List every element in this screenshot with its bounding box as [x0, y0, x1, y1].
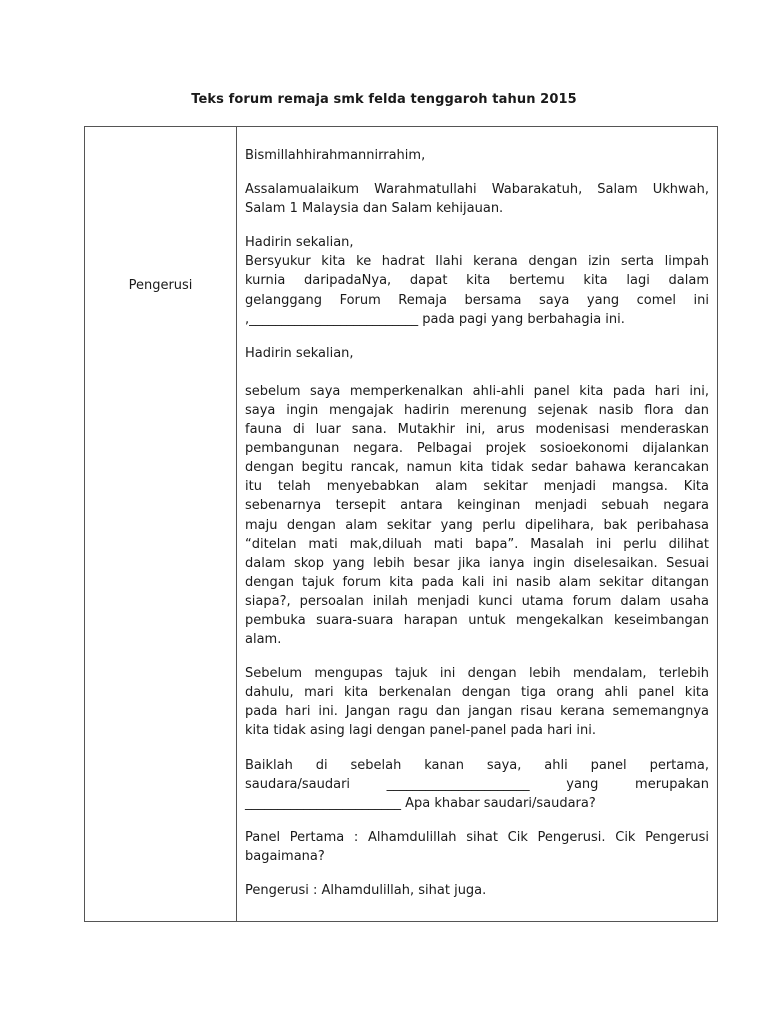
introduction-paragraph	[245, 664, 709, 740]
panel-intro-line: saudara/saudari ______________________ yang merupakan	[245, 776, 709, 792]
script-table	[84, 126, 718, 922]
intro-line: dengan tajuk forum kita pada kali ini nasib alam sekitar ditangan	[245, 574, 709, 590]
introduction-line: kita tidak asing lagi dengan panel-panel pada hari ini.	[245, 723, 596, 739]
chair-reply-paragraph: Pengerusi : Alhamdulillah, sihat juga.	[245, 883, 487, 898]
introduction-line: dahulu, mari kita berkenalan dengan tiga orang ahli panel kita	[245, 685, 709, 701]
speech-cell	[237, 127, 717, 921]
intro-line: pembuka suara-suara harapan untuk mengekalkan keseimbangan	[245, 612, 709, 628]
intro-line: “ditelan mati mak,diluah mati bapa”. Masalah ini perlu dilihat	[245, 536, 709, 552]
opening-line: Bersyukur kita ke hadrat Ilahi kerana dengan izin serta limpah	[245, 254, 709, 270]
panel-reply-paragraph	[245, 828, 709, 866]
intro-line: maju dengan alam sekitar yang perlu dipelihara, bak peribahasa	[245, 517, 709, 533]
panel-intro-line: Baiklah di sebelah kanan saya, ahli panel pertama,	[245, 757, 709, 773]
intro-line: sebenarnya tersepit antara keinginan menjadi sebuah negara	[245, 498, 709, 514]
intro-line: itu telah menyebabkan alam sekitar menjadi mangsa. Kita	[245, 479, 709, 495]
intro-line: fauna di luar sana. Mutakhir ini, arus modenisasi menderaskan	[245, 422, 709, 438]
document-title: Teks forum remaja smk felda tenggaroh tahun 2015	[191, 92, 577, 107]
intro-line: sebelum saya memperkenalkan ahli-ahli panel kita pada hari ini,	[245, 383, 709, 399]
panel-intro-paragraph	[245, 756, 709, 813]
panel-intro-line: ________________________ Apa khabar saudari/saudara?	[245, 795, 596, 811]
salam-paragraph	[245, 180, 709, 218]
opening-paragraph	[245, 233, 709, 328]
role-cell	[85, 127, 237, 921]
salam-line: Salam 1 Malaysia dan Salam kehijauan.	[245, 201, 504, 217]
opening-line: gelanggang Forum Remaja bersama saya yang comel ini	[245, 292, 709, 308]
opening-line: kurnia daripadaNya, dapat kita bertemu kita lagi dalam	[245, 273, 709, 289]
opening-line: ,__________________________ pada pagi yang berbahagia ini.	[245, 311, 625, 327]
opening-heading: Hadirin sekalian,	[245, 235, 354, 251]
intro-line: siapa?, persoalan inilah menjadi kunci utama forum dalam usaha	[245, 593, 709, 609]
greeting-paragraph: Bismillahhirahmannirrahim,	[245, 148, 426, 163]
introduction-line: pada hari ini. Jangan ragu dan jangan risau kerana sememangnya	[245, 704, 709, 720]
hadirin-heading: Hadirin sekalian,	[245, 345, 354, 361]
salam-line: Assalamualaikum Warahmatullahi Wabarakatuh, Salam Ukhwah,	[245, 182, 709, 198]
intro-paragraph	[245, 382, 709, 649]
intro-line: alam.	[245, 632, 282, 648]
intro-line: pembangunan negara. Pelbagai projek sosioekonomi dijalankan	[245, 441, 709, 457]
intro-line: dengan begitu rancak, namun kita tidak sedar bahawa kerancakan	[245, 460, 709, 476]
intro-line: dalam skop yang lebih besar jika ianya ingin diselesaikan. Sesuai	[245, 555, 709, 571]
panel-reply-line: bagaimana?	[245, 848, 325, 864]
panel-reply-line: Panel Pertama : Alhamdulillah sihat Cik Pengerusi. Cik Pengerusi	[245, 829, 709, 845]
intro-line: saya ingin mengajak hadirin merenung sejenak nasib flora dan	[245, 402, 709, 418]
role-label: Pengerusi	[128, 278, 193, 293]
introduction-line: Sebelum mengupas tajuk ini dengan lebih mendalam, terlebih	[245, 666, 709, 682]
